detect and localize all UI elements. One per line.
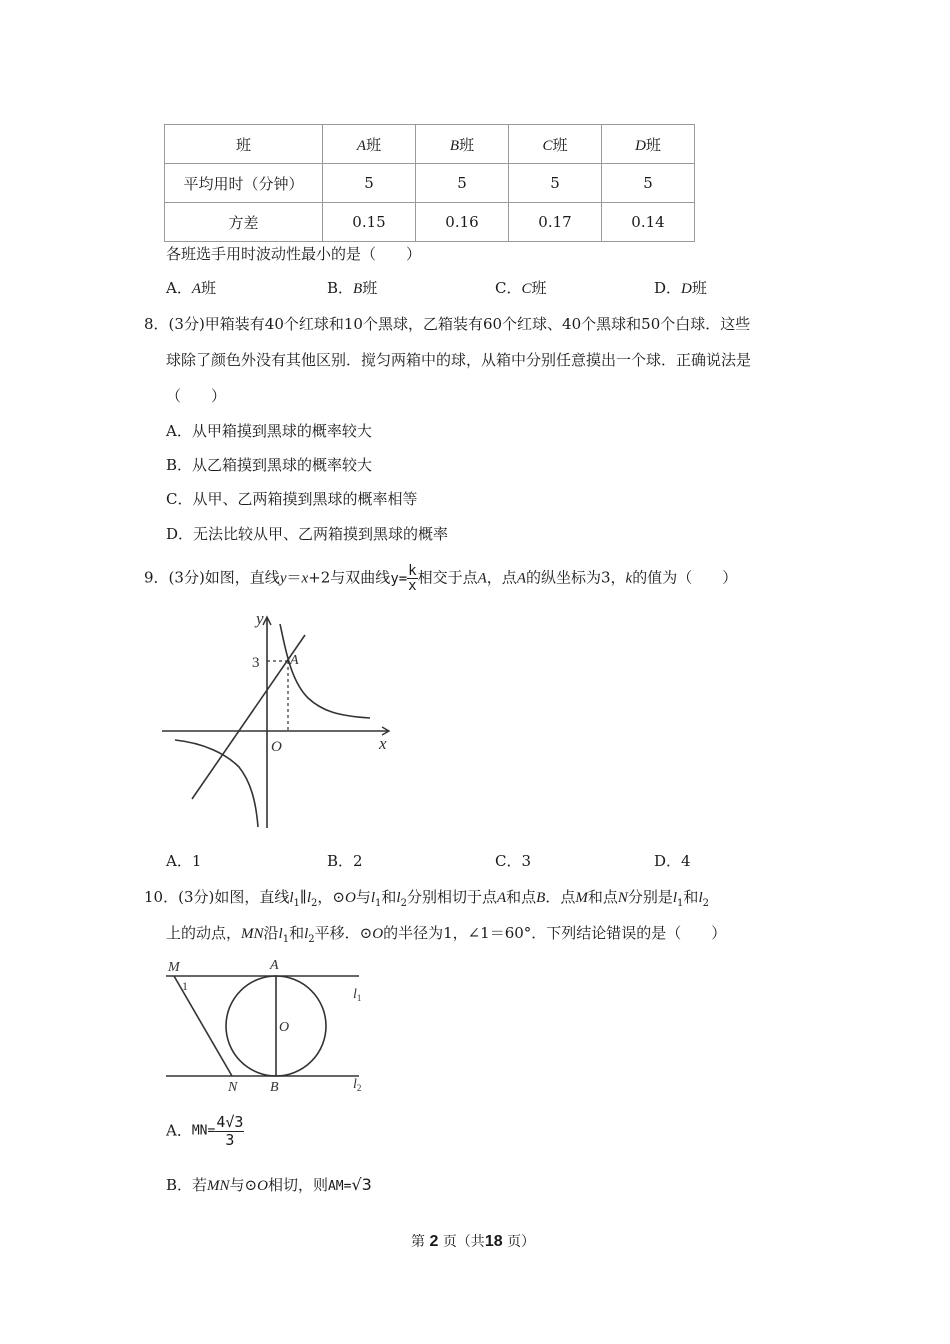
table-cell: 5 (509, 164, 602, 203)
q9-graph-figure (160, 606, 400, 832)
point-m-label: M (168, 960, 180, 975)
table-header-cell: A班 (323, 125, 416, 164)
q10-option-b[interactable]: B．若MN与⊙O相切，则AM=√3 (166, 1175, 372, 1194)
table-cell: 0.14 (602, 203, 695, 242)
origin-label: O (271, 739, 282, 755)
hyperbola-branch-first-quadrant (280, 624, 370, 718)
q10-line-1: 10．(3分)如图，直线$l_1\parallel l_2$，⊙O与$l_1$和$l_2$分别相切于点A和点B．点M和点N分别是$l_1$和$l_2$ (144, 888, 709, 909)
table-cell: 5 (602, 164, 695, 203)
q7-option-d[interactable]: D．D班 (654, 279, 707, 297)
q8-option-d[interactable]: D．无法比较从甲、乙两箱摸到黑球的概率 (166, 525, 449, 543)
q7-stem: 各班选手用时波动性最小的是（ ） (166, 245, 422, 263)
page-total: 18 (484, 1233, 503, 1250)
table-cell: 5 (416, 164, 509, 203)
q8-line-3: （ ） (166, 387, 227, 405)
hyperbola-fraction: $\frac{k}{x}$ (408, 563, 417, 594)
table-cell: 方差 (165, 203, 323, 242)
page-footer: 第 2 页（共18 页） (411, 1233, 536, 1250)
q9-option-d[interactable]: D．4 (654, 852, 691, 870)
x-axis-label: x (379, 734, 387, 753)
table-header-cell: C班 (509, 125, 602, 164)
q7-option-a[interactable]: A．A班 (166, 279, 217, 297)
point-a-label: A (290, 653, 299, 668)
q8-option-b[interactable]: B．从乙箱摸到黑球的概率较大 (166, 456, 373, 474)
q10-geometry-figure (160, 954, 375, 1096)
q10-option-a[interactable]: A．MN= $\frac{4√3}{3}$ (166, 1113, 244, 1149)
y-tick-3-label: 3 (252, 655, 260, 671)
q8-option-a[interactable]: A．从甲箱摸到黑球的概率较大 (166, 422, 372, 440)
q9-stem: 9．(3分)如图，直线y＝x+2与双曲线y= $\frac{k}{x}$ 相交于点A，点A的纵坐标为3，k的值为（ ） (144, 563, 738, 594)
point-b-label: B (270, 1080, 279, 1095)
table-header-cell: D班 (602, 125, 695, 164)
table-cell: 平均用时（分钟） (165, 164, 323, 203)
q7-option-b[interactable]: B．B班 (327, 279, 378, 297)
q8-line-1: 8．(3分)甲箱装有40个红球和10个黑球，乙箱装有60个红球、40个黑球和50个白球．这些 (144, 315, 751, 333)
q8-option-c[interactable]: C．从甲、乙两箱摸到黑球的概率相等 (166, 490, 418, 508)
table-row (165, 164, 695, 203)
hyperbola-equation-lhs: y= (390, 570, 408, 587)
table-header-row (165, 125, 695, 164)
mn-fraction: $\frac{4√3}{3}$ (216, 1113, 244, 1149)
table-row (165, 203, 695, 242)
point-a-label: A (270, 958, 279, 973)
line-l2-label: $l_2$ (353, 1077, 362, 1093)
table-header-cell: 班 (165, 125, 323, 164)
table-cell: 0.15 (323, 203, 416, 242)
y-axis-label: y (256, 609, 264, 628)
variance-table (164, 124, 695, 242)
q7-option-c[interactable]: C．C班 (495, 279, 547, 297)
hyperbola-branch-third-quadrant (175, 740, 258, 827)
table-cell: 0.17 (509, 203, 602, 242)
point-n-label: N (228, 1080, 238, 1095)
table-header-cell: B班 (416, 125, 509, 164)
q9-option-c[interactable]: C．3 (495, 852, 532, 870)
angle-1-label: 1 (182, 979, 188, 993)
table-cell: 0.16 (416, 203, 509, 242)
page-number: 2 (429, 1233, 439, 1250)
q10-line-2: 上的动点，MN沿$l_1$和$l_2$平移．⊙O的半径为1，∠1＝60°．下列结论错误的是（ ） (166, 924, 727, 945)
q9-option-b[interactable]: B．2 (327, 852, 363, 870)
q8-line-2: 球除了颜色外没有其他区别．搅匀两箱中的球，从箱中分别任意摸出一个球．正确说法是 (166, 351, 752, 369)
q9-option-a[interactable]: A．1 (166, 852, 202, 870)
table-cell: 5 (323, 164, 416, 203)
line-l1-label: $l_1$ (353, 987, 362, 1003)
center-o-label: O (279, 1020, 290, 1035)
